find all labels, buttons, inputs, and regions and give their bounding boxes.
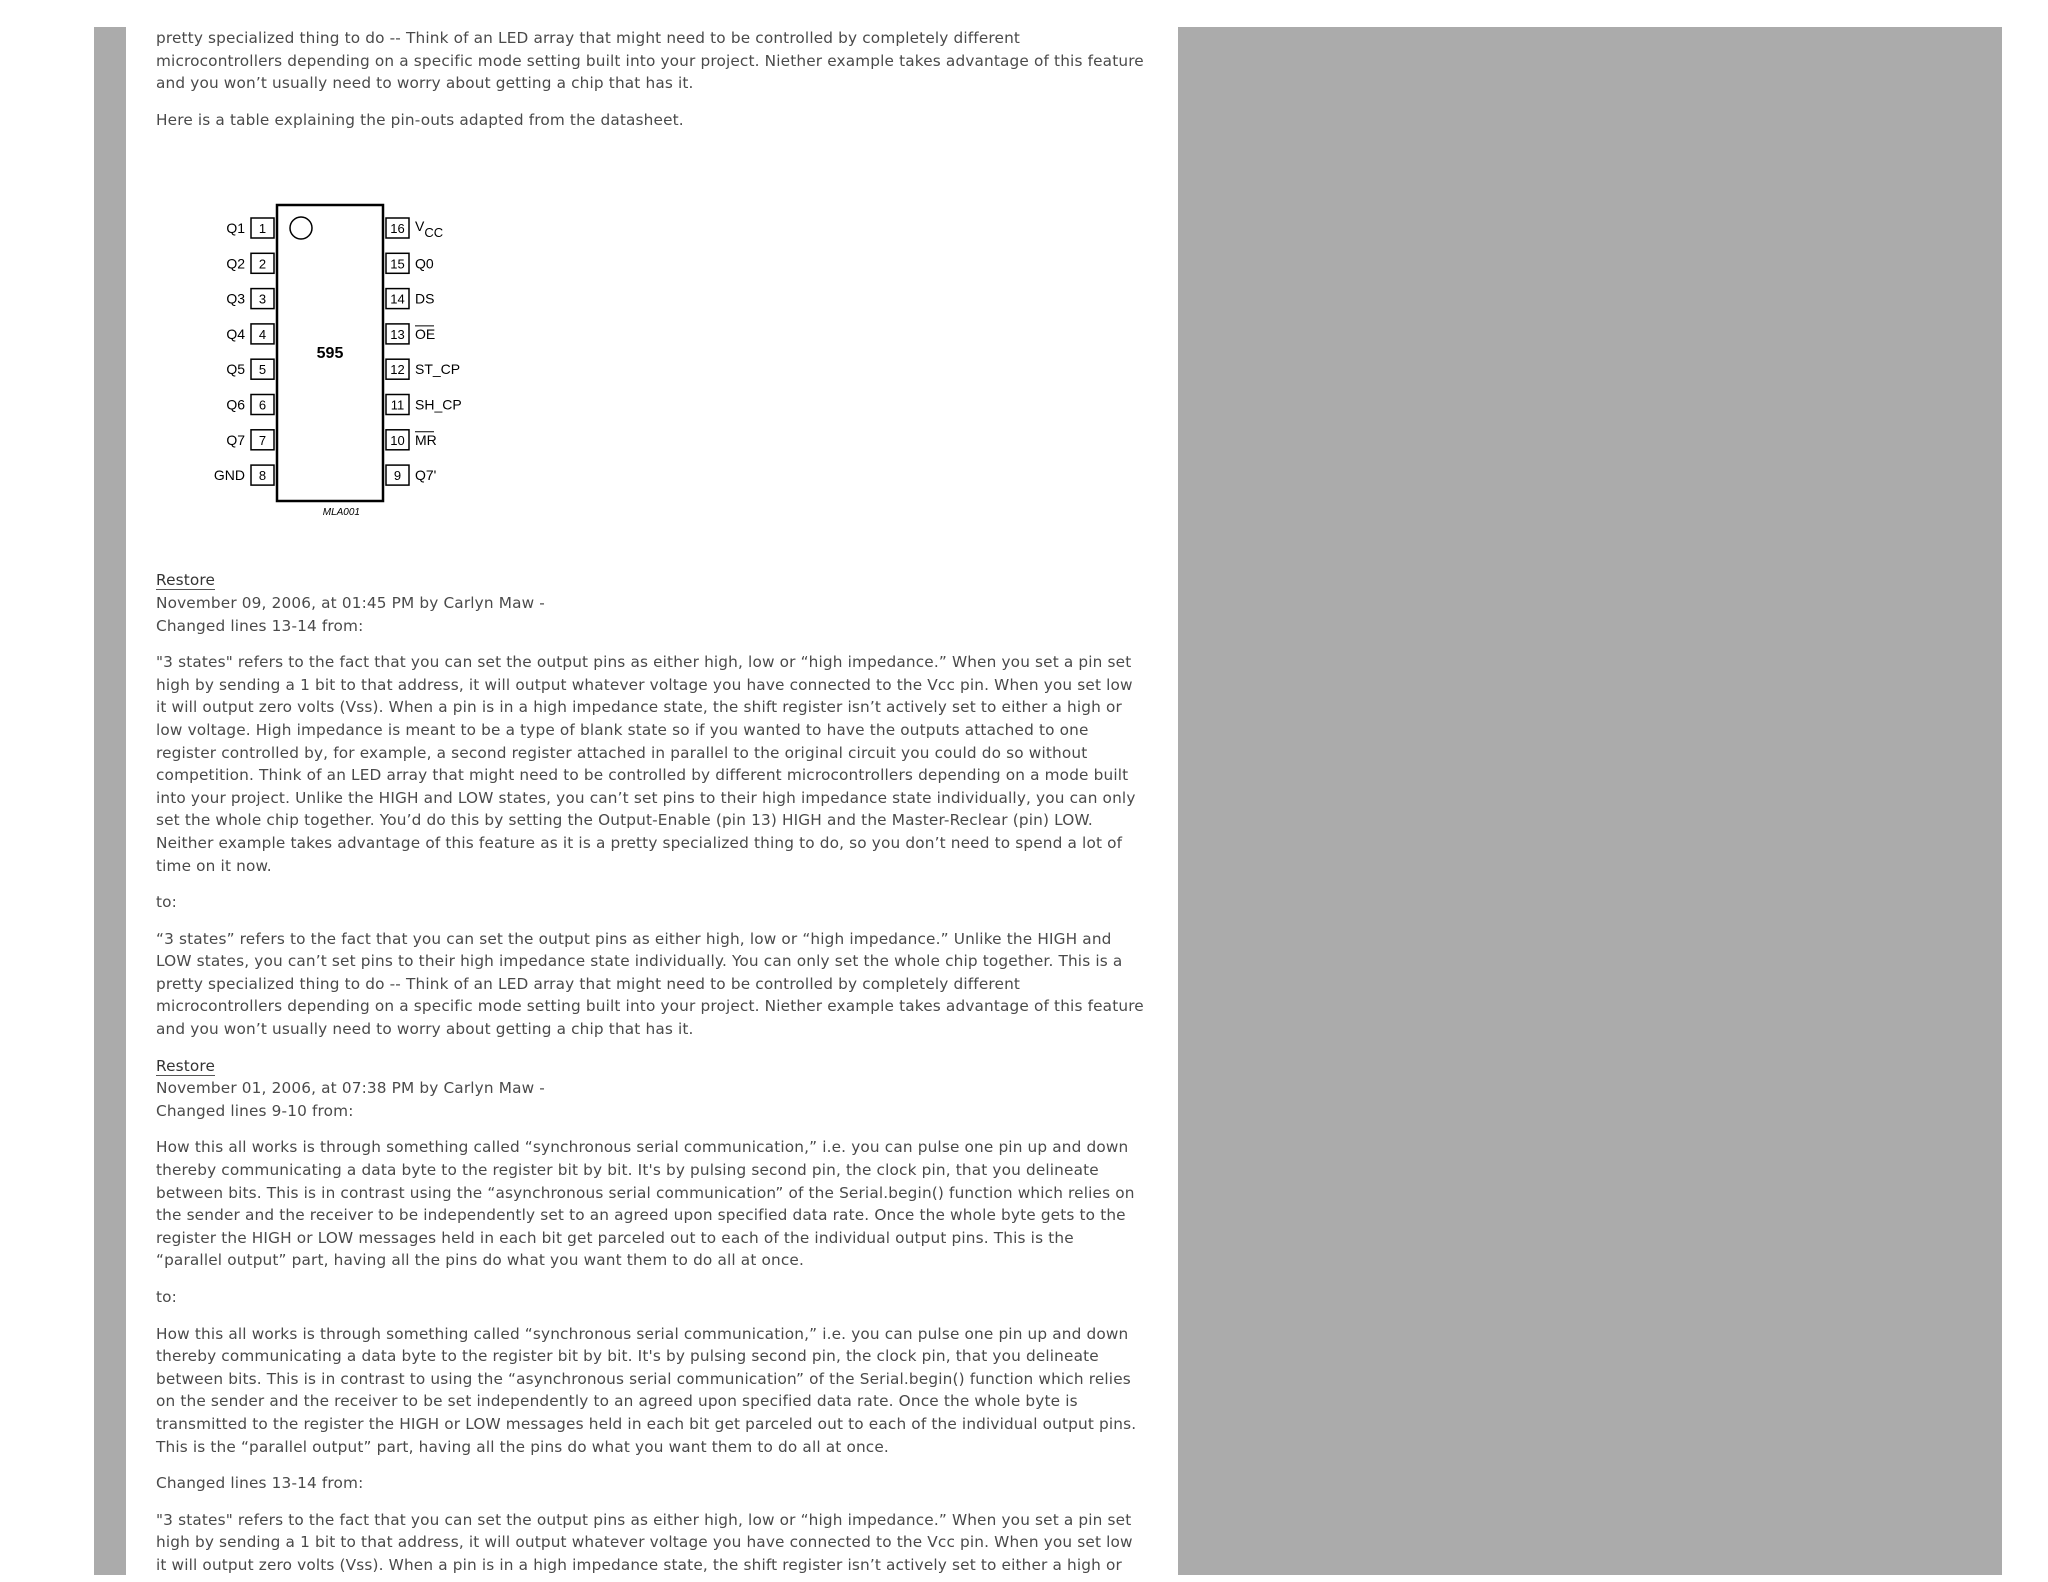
pin-name: OE: [415, 325, 436, 342]
text-line: microcontrollers depending on a specific mode setting built into your project. Niether example takes advantage of this feature: [156, 51, 1144, 70]
svg-text:5: 5: [258, 362, 267, 378]
changed-lines-label: Changed lines 13-14 from:: [156, 616, 364, 635]
pin-3: [226, 289, 274, 309]
svg-text:15: 15: [390, 256, 405, 272]
pin-15: [386, 253, 434, 273]
restore-link[interactable]: Restore: [156, 1056, 216, 1075]
pin-9: [386, 465, 436, 485]
ic-595-pinout-svg: [200, 195, 490, 525]
pin-name: VCC: [415, 218, 444, 240]
pin-name: Q7': [415, 467, 437, 484]
pin-name: GND: [213, 467, 245, 484]
svg-text:11: 11: [390, 397, 405, 413]
pin-4: [226, 324, 274, 344]
text-line: pretty specialized thing to do -- Think of an LED array that might need to be controlled by completely different: [156, 29, 1021, 47]
svg-text:7: 7: [258, 432, 267, 448]
pin-name: Q0: [415, 255, 434, 272]
svg-text:14: 14: [390, 291, 405, 307]
diff-from-text: "3 states" refers to the fact that you can set the output pins as either high, low or “high impedance.” When you set a pin set high by sending a 1 bit to that address, it will output whatever voltage you have connected to the Vcc pin. When you set low it will output zero volts (Vss). When a pin is in a high impedance state, the shift register isn’t actively set to either a high or low voltage. High impedance is meant to be a type of blank state so if you wanted to have the outputs attached to one register controlled by, for example, a second register attached in parallel to the original circuit you could do so without competition. Think of an LED array that might need to be controlled by different microcontrollers depending on a mode built into your project. Unlike the HIGH and LOW states, you can’t set pins to their high impedance state individually, you can only set the whole chip together. You’d do this by setting the Output-Enable (pin 13) HIGH and the Master-Reclear (pin) LOW. Neither example takes advantage of this feature as it is a pretty specialized thing to do, so you don’t need to spend a lot of time on it now.: [156, 653, 1136, 875]
svg-text:1: 1: [258, 221, 267, 236]
pin-name: DS: [415, 290, 435, 307]
pin-5: [226, 359, 274, 379]
pin-1: [226, 218, 274, 238]
svg-text:13: 13: [390, 326, 405, 342]
pin-name: Q4: [226, 325, 245, 342]
pin-name: SH_CP: [415, 396, 462, 413]
pin1-notch: [290, 217, 312, 239]
svg-text:3: 3: [258, 291, 267, 307]
pin-name: ST_CP: [415, 361, 461, 378]
svg-text:8: 8: [258, 468, 267, 484]
diagram-caption: MLA001: [322, 507, 360, 518]
diff-to-text: How this all works is through something called “synchronous serial communication,” i.e. you can pulse one pin up and down thereby communicating a data byte to the register bit by bit. It's by pulsing second pin, the clock pin, that you delineate between bits. This is in contrast to using the “asynchronous serial communication” of the Serial.begin() function which relies on the sender and the receiver to be set independently to an agreed upon specified data rate. Once the whole byte is transmitted to the register the HIGH or LOW messages held in each bit get parceled out to each of the individual output pins. This is the “parallel output” part, having all the pins do what you want them to do all at once.: [156, 1324, 1137, 1456]
changed-lines-label: Changed lines 9-10 from:: [156, 1101, 354, 1120]
pinout-diagram: [200, 195, 490, 525]
pin-6: [226, 395, 274, 415]
diff-from-text: "3 states" refers to the fact that you can set the output pins as either high, low or “high impedance.” When you set a pin set high by sending a 1 bit to that address, it will output whatever voltage you have connected to the Vcc pin. When you set low it will output zero volts (Vss). When a pin is in a high impedance state, the shift register isn’t actively set to either a high or: [156, 1510, 1133, 1574]
chip-label: 595: [316, 345, 344, 362]
changed-lines-label: Changed lines 13-14 from:: [156, 1474, 364, 1493]
svg-text:16: 16: [390, 221, 405, 236]
pin-name: Q1: [226, 220, 245, 236]
pin-name: Q3: [226, 290, 245, 307]
pin-8: [214, 465, 274, 485]
pin-13: [386, 324, 435, 344]
diff-from-text: How this all works is through something called “synchronous serial communication,” i.e. you can pulse one pin up and down thereby communicating a data byte to the register bit by bit. It's by pulsing second pin, the clock pin, that you delineate between bits. This is in contrast using the “asynchronous serial communication” of the Serial.begin() function which relies on the sender and the receiver to be independently set to an agreed upon specified data rate. Once the whole byte gets to the register the HIGH or LOW messages held in each bit get parceled out to each of the individual output pins. This is the “parallel output” part, having all the pins do what you want them to do all at once.: [156, 1138, 1135, 1270]
pin-2: [226, 253, 274, 273]
pin-name: Q6: [226, 396, 245, 413]
diff-to-label: to:: [156, 893, 177, 912]
svg-text:9: 9: [393, 468, 402, 484]
pin-14: [386, 289, 434, 309]
revision-meta: November 09, 2006, at 01:45 PM by Carlyn Maw -: [156, 593, 545, 612]
svg-text:4: 4: [258, 326, 267, 342]
diff-to-label: to:: [156, 1288, 177, 1306]
svg-text:10: 10: [390, 432, 405, 448]
text-line: and you won’t usually need to worry about getting a chip that has it.: [156, 74, 694, 93]
pin-name: MR: [415, 431, 437, 448]
pin-12: [386, 359, 460, 379]
pin-16: [386, 218, 443, 240]
svg-text:2: 2: [258, 256, 267, 272]
pin-name: Q7: [226, 431, 245, 448]
pin-name: Q5: [226, 361, 245, 378]
revision-meta: November 01, 2006, at 07:38 PM by Carlyn Maw -: [156, 1079, 545, 1098]
intro-paragraph: [156, 27, 1150, 95]
diff-to-text: “3 states” refers to the fact that you can set the output pins as either high, low or “high impedance.” Unlike the HIGH and LOW states, you can’t set pins to their high impedance state individually. You can only set the whole chip together. This is a pretty specialized thing to do -- Think of an LED array that might need to be controlled by completely different microcontrollers depending on a specific mode setting built into your project. Niether example takes advantage of this feature and you won’t usually need to worry about getting a chip that has it.: [156, 929, 1144, 1039]
pin-7: [226, 430, 274, 450]
svg-text:12: 12: [390, 362, 405, 378]
pinout-intro: Here is a table explaining the pin-outs adapted from the datasheet.: [156, 110, 684, 129]
pin-name: Q2: [226, 255, 245, 272]
pin-11: [386, 395, 462, 415]
restore-link[interactable]: Restore: [156, 571, 216, 590]
svg-text:6: 6: [258, 397, 267, 413]
pin-10: [386, 430, 437, 450]
